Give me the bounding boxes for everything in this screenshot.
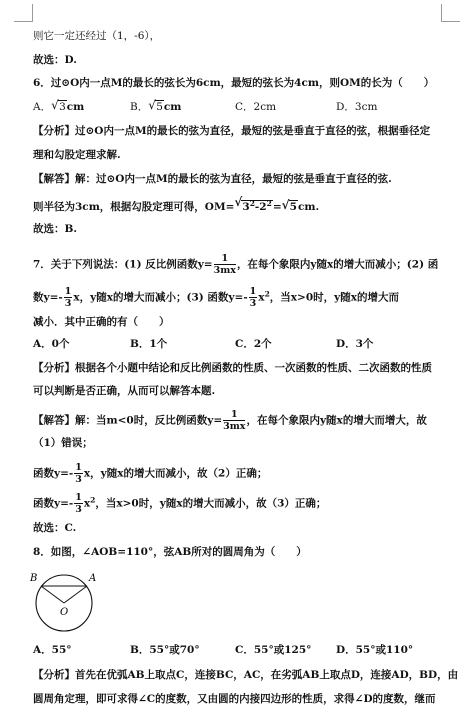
q7-solution-3: 函数y=- $\frac{1}{3}$ x，y随x的增大而减小，故（2）正确； <box>33 462 268 485</box>
prev-answer: 故选：D. <box>33 54 77 66</box>
q8-circle-figure <box>26 569 106 633</box>
q7-stem-2: 数y=- $\frac{1}{3}$ x，y随x的增大而减小；(3) 函数y=- $\frac{1}{3}$ $x^2$，当x>0时，y随x的增大而 <box>33 286 400 309</box>
q6-solution-2: 则半径为3cm，根据勾股定理可得，OM= √ $3^2-2^2=$ √ 5cm. <box>33 195 320 213</box>
q7-solution-2: （1）错误； <box>33 437 93 449</box>
q6-option-a: A． √ 3cm <box>33 98 85 113</box>
q7-analysis-1: 【分析】根据各个小题中结论和反比例函数的性质、一次函数的性质、二次函数的性质 <box>33 362 432 374</box>
label-a: A <box>89 573 97 584</box>
q6-analysis-1: 【分析】过⊙O内一点M的最长的弦为直径，最短的弦是垂直于直径的弦，根据垂径定 <box>33 125 431 137</box>
crop-mark-right-horizontal <box>441 21 460 22</box>
q8-option-d: D．55°或110° <box>336 644 414 656</box>
q6-stem: 6．过⊙O内一点M的最长的弦长为6cm，最短的弦长为4cm，则OM的长为（ ） <box>33 77 435 89</box>
label-b: B <box>30 573 38 584</box>
q6-option-c: C．2cm <box>235 101 277 113</box>
q8-stem: 8．如图，∠AOB=110°，弦AB所对的圆周角为（ ） <box>33 546 307 558</box>
radius-ob <box>41 586 64 603</box>
q7-option-c: C．2个 <box>235 338 272 350</box>
q7-option-d: D．3个 <box>336 338 374 350</box>
q8-option-b: B．55°或70° <box>130 644 200 656</box>
q7-answer: 故选：C. <box>33 522 77 534</box>
q8-option-a: A．55° <box>33 644 72 656</box>
q6-solution-1: 【解答】解：过⊙O内一点M的最长的弦为直径，最短的弦是垂直于直径的弦. <box>33 173 392 185</box>
q8-analysis-1: 【分析】首先在优弧AB上取点C，连接BC，AC，在劣弧AB上取点D，连接AD，BD，由 <box>33 669 459 681</box>
q7-solution-1: 【解答】解：当m<0时，反比例函数y= $\frac{1}{3mx}$ ，在每个象限内y随x的增大而增大，故 <box>33 409 427 432</box>
q8-analysis-2: 圆周角定理，即可求得∠C的度数，又由圆的内接四边形的性质，求得∠D的度数，继而 <box>33 693 436 705</box>
q7-analysis-2: 可以判断是否正确，从而可以解答本题. <box>33 385 216 397</box>
q7-stem-1: 7．关于下列说法：(1) 反比例函数y= $\frac{1}{3mx}$ ，在每个象限内y随x的增大而减小；(2) 函 <box>33 253 439 276</box>
radius-oa <box>64 586 87 603</box>
crop-mark-left-vertical <box>32 4 33 22</box>
q6-option-d: D．3cm <box>336 101 378 113</box>
q7-solution-4: 函数y=- $\frac{1}{3}$ $x^2$，当x>0时，y随x的增大而减小，故（3）正确； <box>33 492 327 515</box>
crop-mark-right-vertical <box>441 4 442 22</box>
crop-mark-left-horizontal <box>14 21 33 22</box>
prev-solution-line: 则它一定还经过（1，-6）， <box>33 30 161 42</box>
q6-answer: 故选：B. <box>33 223 78 235</box>
q7-option-b: B．1个 <box>130 338 168 350</box>
q7-stem-3: 减小．其中正确的有（ ） <box>33 316 170 328</box>
q6-analysis-2: 理和勾股定理求解. <box>33 149 121 161</box>
label-o: O <box>60 607 69 618</box>
q7-option-a: A．0个 <box>33 338 70 350</box>
q6-option-b: B． √ 5cm <box>130 98 182 113</box>
q8-option-c: C．55°或125° <box>235 644 312 656</box>
